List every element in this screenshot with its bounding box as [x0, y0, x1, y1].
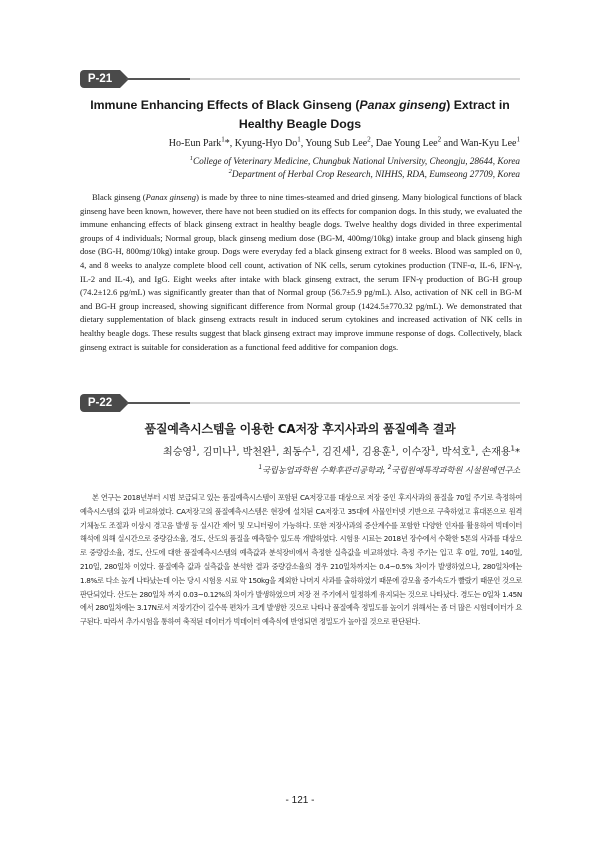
divider-light	[190, 78, 520, 80]
abstract-title-ko: 품질예측시스템을 이용한 CA저장 후지사과의 품질예측 결과	[144, 422, 456, 436]
abstract-title-en: Immune Enhancing Effects of Black Ginseng (Panax ginseng) Extract in Healthy Beagle Dogs	[90, 98, 510, 131]
section-header-p22	[80, 394, 520, 412]
section-header-p21	[80, 70, 520, 88]
badge-p21: P-21	[80, 70, 120, 88]
author-list-ko: 최승영$^1$, 김미나$^1$, 박천완$^1$, 최동수$^1$, 김진세$^1$, 김용훈$^1$, 이수장$^1$, 박석호$^1$, 손재용$^1$*	[163, 444, 520, 458]
author-list-en: Ho-Eun Park$^1$*, Kyung-Hyo Do$^1$, Young Sub Lee$^2$, Dae Young Lee$^2$ and Wan-Kyu Lee$^1$	[168, 135, 520, 149]
badge-p22: P-22	[80, 394, 120, 412]
affiliation-ko: $^1$국립농업과학원 수확후관리공학과, $^2$국립원예특작과학원 시설원예연구소	[258, 465, 520, 475]
affiliation-2-en: $^2$Department of Herbal Crop Research, NIHHS, RDA, Eumseong 27709, Korea	[228, 167, 520, 179]
divider-light	[190, 402, 520, 404]
abstract-body-en: Black ginseng (Panax ginseng) is made by three to nine times-steamed and dried ginseng. Many biological functions of black ginseng have been known, however, there have not been studied on its effects for companion dogs. In this study, we evaluated the immune enhancing effects of black ginseng extract in healthy beagle dogs. Twelve healthy dogs divided in three experimental groups of 4 individuals; Normal group, black ginseng medium dose (BG-M, 400mg/10kg) intake group and black ginseng high dose (BG-H, 800mg/10kg) intake group. Dogs were everyday fed a black ginseng extract for 8 weeks. Blood was sampled on 0, 4, and 8 weeks to analyze complete blood cell count, activation of NK cells, serum cytokines production (TNF-α, IL-6, IFN-γ, IL-2 and IL-4), and IgG. Eight weeks after intake with black ginseng extract, the serum IFN-γ production of BG-H group (74.2±12.6 pg/mL) was significantly greater than that of Normal group (56.7±5.9 pg/mL). Also, activation of NK cell in BG-M and BG-H group increased, showing significant difference from Normal group (1424.5±770.32 pg/mL). We demonstrated that dietary supplementation of black ginseng extracts result in induced serum cytokines and increased activation of NK cells in healthy beagle dogs. These results suggest that black ginseng extract may improve immune response of dogs. Collectively, black ginseng extract is suitable for consideration as a functional feed additive for companion dogs.	[80, 192, 522, 352]
page-number: - 121 -	[285, 795, 315, 806]
affiliation-1-en: $^1$College of Veterinary Medicine, Chungbuk National University, Cheongju, 28644, Korea	[189, 154, 520, 166]
abstract-body-ko: 본 연구는 2018년부터 시범 보급되고 있는 품질예측시스템이 포함된 CA저장고를 대상으로 저장 중인 후지사과의 품질을 70일 주기로 측정하여 예측시스템의 값과 비교하였다. CA저장고의 품질예측시스템은 현장에 설치된 CA저장고 35대에 사물인터넷 기반으로 구축하였고 휴대폰으로 원격 기체농도 조절과 이상시 경고음 발생 등 실시간 제어 및 모니터링이 가능하다. 또한 저장사과의 증산계수를 포함한 다양한 인자를 활용하여 빅데이터 해석에 의해 실시간으로 중량감소율, 경도, 산도의 품질을 예측할수 있도록 개발하였다. 시험용 시료는 2018년 장수에서 수확한 5톤의 사과를 대상으로 중량감소율, 경도, 산도에 대한 품질예측시스템의 예측값과 분석장비에서 측정한 실측값을 비교하였다. 측정 주기는 입고 후 0일, 70일, 140일, 210일, 280일차 이었다. 품질예측 값과 실측값을 분석한 결과 중량감소율의 경우 210일차까지는 0.4~0.5% 차이가 발생하였으나, 280일차에는 1.8%로 다소 높게 나타났는데 이는 당시 시험용 시료 약 150kg을 제외한 나머지 사과를 출하하였기 때문에 감모율 증가속도가 빨랐기 때문인 것으로 판단되었다. 산도는 280일차 까지 0.03~0.12%의 차이가 발생하였으며 저장 전 주기에서 일정하게 유지되는 것으로 나타났다. 경도는 0일차 1.45N에서 280일차에는 3.17N로서 저장기간이 길수록 편차가 크게 발생한 것으로 나타나 품질예측 정밀도를 높이기 위해서는 좀 더 많은 시험데이터가 요구된다. 따라서 추가시험을 통하여 축적된 데이터가 빅데이터 예측식에 반영되면 정밀도가 높아질 것으로 판단된다.	[80, 493, 522, 627]
divider-dark	[126, 78, 190, 80]
divider-dark	[126, 402, 190, 404]
